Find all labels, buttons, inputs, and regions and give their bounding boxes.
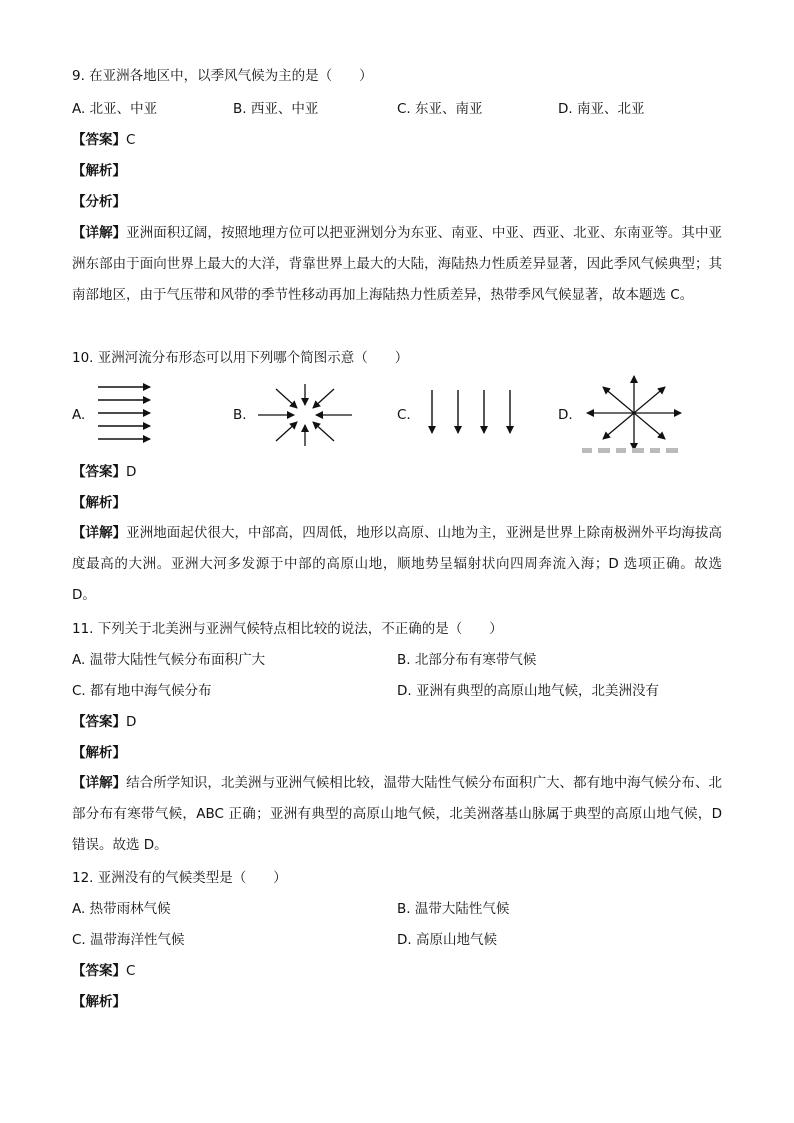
q12-option-a[interactable]: A. 热带雨林气候	[72, 901, 171, 917]
q12-stem: 12. 亚洲没有的气候类型是（ ）	[72, 870, 287, 886]
q10-figure-c-downward-arrows[interactable]	[424, 388, 520, 436]
q11-option-d[interactable]: D. 亚洲有典型的高原山地气候，北美洲没有	[397, 683, 659, 699]
q11-answer	[72, 714, 136, 730]
answer-tag: 【答案】	[72, 963, 126, 979]
detail-text: 亚洲面积辽阔，按照地理方位可以把亚洲划分为东亚、南亚、中亚、西亚、北亚、东南亚等。其中亚洲东部由于面向世界上最大的大洋，背靠世界上最大的大陆，海陆热力性质差异显著，因此季风气候典型；其南部地区，由于气压带和风带的季节性移动再加上海陆热力性质差异，热带季风气候显著，故本题选 C。	[72, 225, 723, 303]
q9-answer	[72, 132, 135, 148]
q11-analysis-tag: 【解析】	[72, 745, 126, 761]
q9-analysis-tag: 【解析】	[72, 163, 126, 179]
q10-figure-a-parallel-arrows[interactable]	[96, 380, 154, 446]
q9-option-c[interactable]: C. 东亚、南亚	[397, 101, 483, 117]
answer-value: C	[126, 132, 136, 148]
q11-option-a[interactable]: A. 温带大陆性气候分布面积广大	[72, 652, 266, 668]
q11-stem: 11. 下列关于北美洲与亚洲气候特点相比较的说法，不正确的是（ ）	[72, 621, 503, 637]
q9-option-d[interactable]: D. 南亚、北亚	[558, 101, 645, 117]
q12-option-c[interactable]: C. 温带海洋性气候	[72, 932, 185, 948]
q12-option-b[interactable]: B. 温带大陆性气候	[397, 901, 510, 917]
q9-stem: 9. 在亚洲各地区中，以季风气候为主的是（ ）	[72, 68, 373, 84]
q12-analysis-tag: 【解析】	[72, 994, 126, 1010]
detail-text: 结合所学知识，北美洲与亚洲气候相比较，温带大陆性气候分布面积广大、都有地中海气候分布、北部分布有寒带气候，ABC 正确；亚洲有典型的高原山地气候，北美洲落基山脉属于典型的高原山地气候，D 错误。故选 D。	[72, 775, 723, 853]
q12-option-d[interactable]: D. 高原山地气候	[397, 932, 497, 948]
q9-fenxi-tag: 【分析】	[72, 194, 126, 210]
answer-value: D	[126, 464, 137, 480]
q10-figure-b-converging-arrows[interactable]	[256, 383, 354, 447]
q10-option-b-label[interactable]: B.	[233, 407, 247, 423]
answer-tag: 【答案】	[72, 714, 126, 730]
q10-figure-d-radiating-arrows[interactable]	[584, 373, 684, 455]
answer-value: D	[126, 714, 137, 730]
q9-option-a[interactable]: A. 北亚、中亚	[72, 101, 158, 117]
q10-option-a-label[interactable]: A.	[72, 407, 86, 423]
q10-detail	[72, 518, 722, 611]
answer-value: C	[126, 963, 136, 979]
q9-detail	[72, 218, 722, 311]
q9-option-b[interactable]: B. 西亚、中亚	[233, 101, 319, 117]
q11-option-b[interactable]: B. 北部分布有寒带气候	[397, 652, 537, 668]
detail-tag: 【详解】	[72, 225, 127, 241]
answer-tag: 【答案】	[72, 464, 126, 480]
q11-detail	[72, 768, 722, 861]
detail-tag: 【详解】	[72, 775, 127, 791]
q12-answer	[72, 963, 135, 979]
q10-figure-d-caption-smudge	[580, 446, 690, 454]
q10-option-c-label[interactable]: C.	[397, 407, 411, 423]
detail-tag: 【详解】	[72, 525, 127, 541]
detail-text: 亚洲地面起伏很大，中部高，四周低，地形以高原、山地为主，亚洲是世界上除南极洲外平均海拔高度最高的大洲。亚洲大河多发源于中部的高原山地，顺地势呈辐射状向四周奔流入海；D 选项正确。故选 D。	[72, 525, 723, 603]
q10-analysis-tag: 【解析】	[72, 495, 126, 511]
q10-answer	[72, 464, 136, 480]
q10-stem: 10. 亚洲河流分布形态可以用下列哪个简图示意（ ）	[72, 350, 409, 366]
q11-option-c[interactable]: C. 都有地中海气候分布	[72, 683, 212, 699]
answer-tag: 【答案】	[72, 132, 126, 148]
q10-option-d-label[interactable]: D.	[558, 407, 573, 423]
